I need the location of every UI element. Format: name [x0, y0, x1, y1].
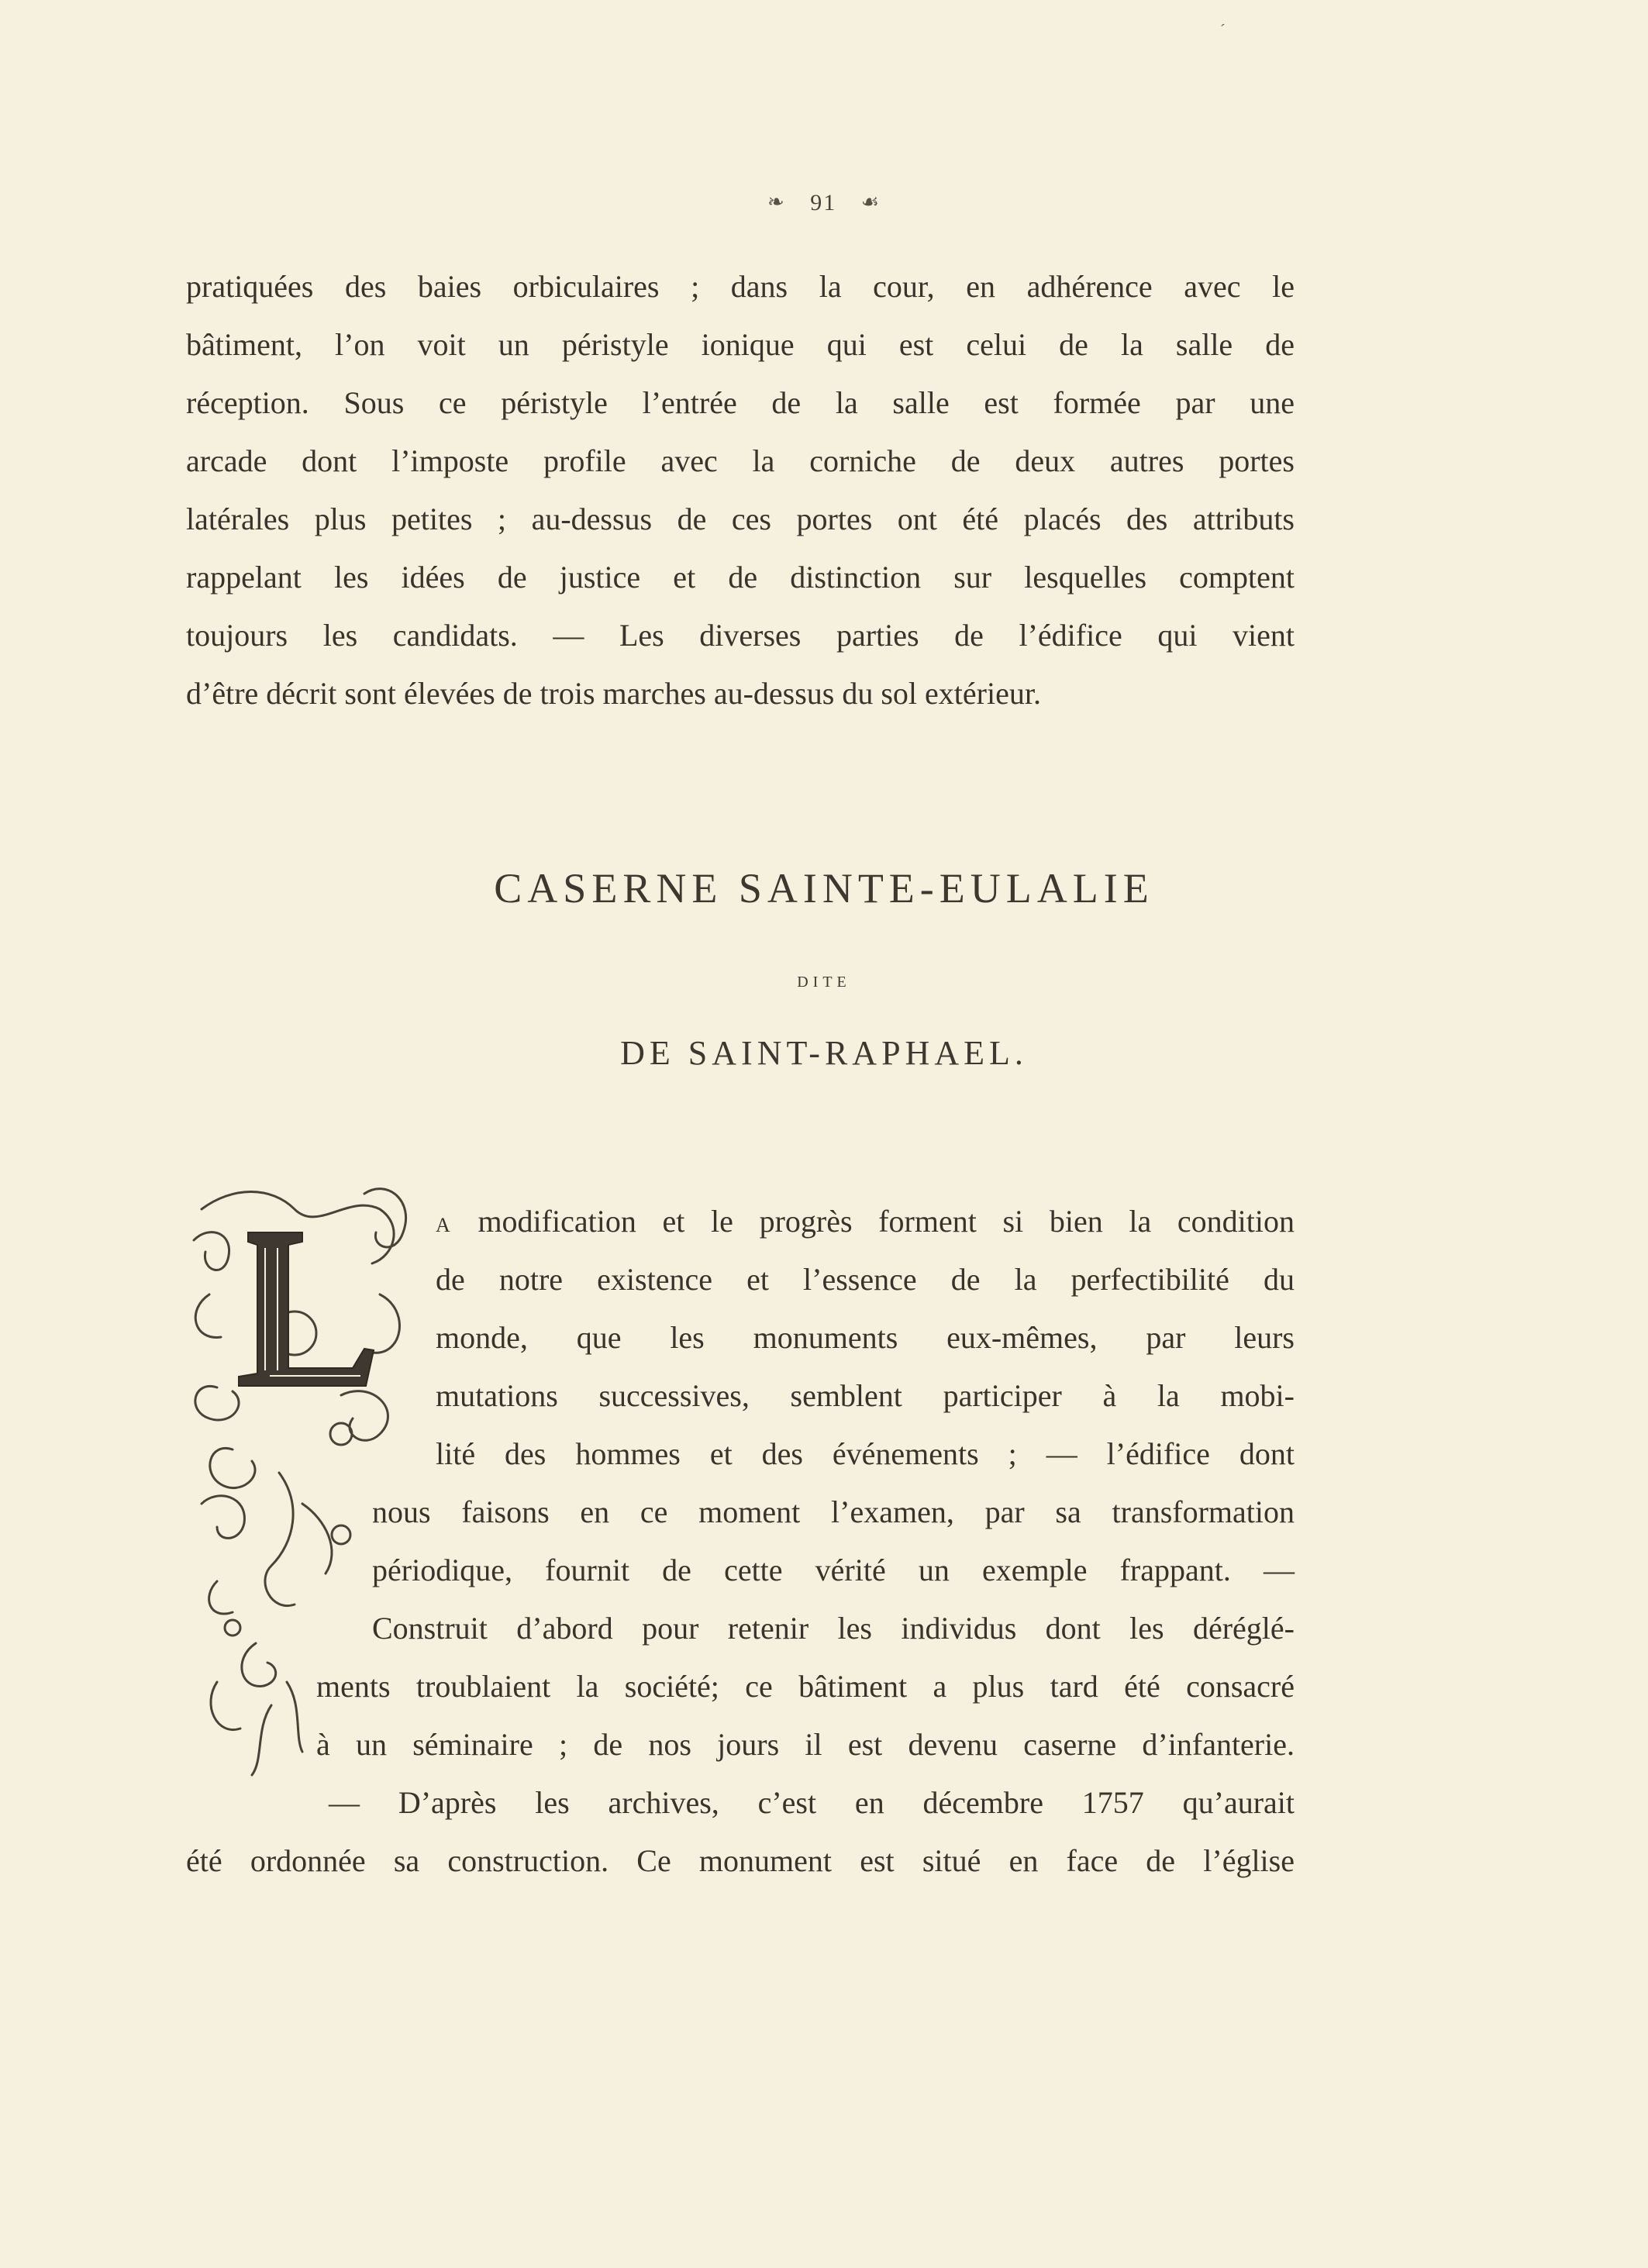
text-line: de notre existence et l’essence de la perfectibilité du — [436, 1262, 1295, 1297]
text-line-last: d’être décrit sont élevées de trois marches au-dessus du sol extérieur. — [186, 676, 1041, 711]
first-line-text: modification et le progrès forment si bien la condition — [451, 1204, 1295, 1239]
folio-ornament-left-icon: ❧ — [767, 191, 786, 213]
text-line: monde, que les monuments eux-mêmes, par leurs — [436, 1320, 1295, 1355]
stray-mark-top-right: ´ — [1220, 22, 1226, 39]
first-line-smallcap: A — [436, 1214, 452, 1236]
text-line: réception. Sous ce péristyle l’entrée de la salle est formée par une — [186, 385, 1295, 420]
folio-ornament-right-icon: ☙ — [860, 191, 881, 213]
text-line: — D’après les archives, c’est en décembre 1757 qu’aurait — [329, 1785, 1295, 1820]
text-line: été ordonnée sa construction. Ce monument est situé en face de l’église — [186, 1843, 1295, 1878]
page-folio — [0, 190, 1648, 216]
text-line: toujours les candidats. — Les diverses parties de l’édifice qui vient — [186, 618, 1295, 653]
text-line: latérales plus petites ; au-dessus de ces portes ont été placés des attributs — [186, 502, 1295, 536]
text-line: bâtiment, l’on voit un péristyle ionique qui est celui de la salle de — [186, 327, 1295, 362]
page-number: 91 — [810, 190, 837, 215]
text-line: Construit d’abord pour retenir les individus dont les déréglé- — [372, 1611, 1295, 1646]
text-line: périodique, fournit de cette vérité un exemple frappant. — — [372, 1553, 1295, 1587]
section-title: CASERNE SAINTE-EULALIE — [494, 865, 1154, 912]
text-line: à un séminaire ; de nos jours il est devenu caserne d’infanterie. — [316, 1727, 1295, 1762]
text-line: rappelant les idées de justice et de distinction sur lesquelles comptent — [186, 560, 1295, 595]
section-subtitle: DE SAINT-RAPHAEL. — [620, 1034, 1028, 1072]
text-line: pratiquées des baies orbiculaires ; dans la cour, en adhérence avec le — [186, 269, 1295, 304]
text-line: nous faisons en ce moment l’examen, par sa transformation — [372, 1494, 1295, 1529]
text-line: arcade dont l’imposte profile avec la corniche de deux autres portes — [186, 443, 1295, 478]
text-line: lité des hommes et des événements ; — l’édifice dont — [436, 1436, 1295, 1471]
text-line: mutations successives, semblent participer à la mobi- — [436, 1378, 1295, 1413]
text-line: ments troublaient la société; ce bâtiment a plus tard été consacré — [316, 1669, 1295, 1704]
section-connector: DITE — [797, 974, 851, 991]
text-line-first — [436, 1192, 1295, 1251]
